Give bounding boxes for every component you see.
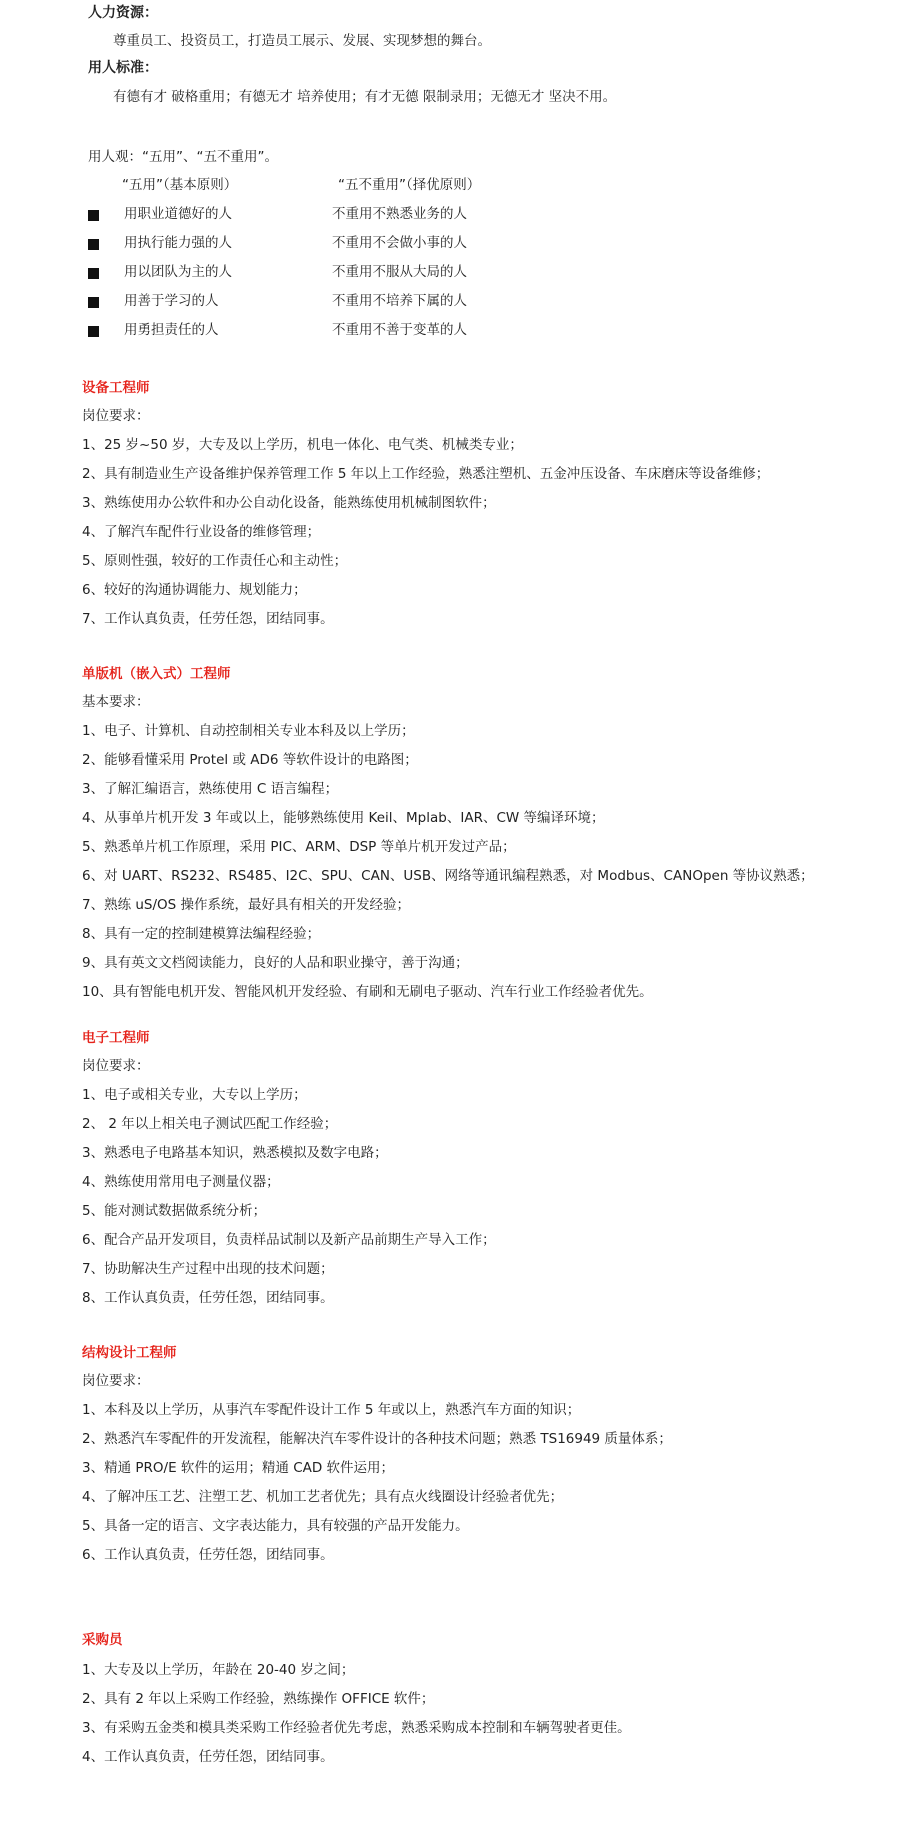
requirement-item: 9、具有英文文档阅读能力，良好的人品和职业操守，善于沟通；	[82, 955, 469, 971]
job-subtitle: 岗位要求：	[82, 1373, 150, 1389]
requirement-item: 4、工作认真负责，任劳任怨，团结同事。	[82, 1749, 334, 1765]
requirement-item: 5、熟悉单片机工作原理，采用 PIC、ARM、DSP 等单片机开发过产品；	[82, 839, 516, 855]
bullet-square-icon	[88, 210, 99, 221]
requirement-item: 6、对 UART、RS232、RS485、I2C、SPU、CAN、USB、网络等通讯编程熟悉，对 Modbus、CANOpen 等协议熟悉；	[82, 868, 814, 884]
bullet-square-icon	[88, 239, 99, 250]
requirement-item: 5、能对测试数据做系统分析；	[82, 1203, 267, 1219]
requirement-item: 6、配合产品开发项目，负责样品试制以及新产品前期生产导入工作；	[82, 1232, 496, 1248]
hr-title: 人力资源：	[88, 5, 158, 21]
requirement-item: 3、了解汇编语言，熟练使用 C 语言编程；	[82, 781, 339, 797]
job-title: 采购员	[82, 1632, 123, 1648]
job-subtitle: 基本要求：	[82, 694, 150, 710]
principle-right: 不重用不会做小事的人	[332, 235, 467, 251]
bullet-square-icon	[88, 268, 99, 279]
principle-left: 用以团队为主的人	[124, 264, 232, 280]
job-title: 设备工程师	[82, 380, 150, 396]
principle-right: 不重用不培养下属的人	[332, 293, 467, 309]
requirement-item: 3、精通 PRO/E 软件的运用；精通 CAD 软件运用；	[82, 1460, 395, 1476]
principle-right: 不重用不熟悉业务的人	[332, 206, 467, 222]
requirement-item: 7、协助解决生产过程中出现的技术问题；	[82, 1261, 334, 1277]
requirement-item: 1、电子或相关专业，大专以上学历；	[82, 1087, 307, 1103]
requirement-item: 3、熟练使用办公软件和办公自动化设备，能熟练使用机械制图软件；	[82, 495, 496, 511]
view-title: 用人观：“五用”、“五不重用”。	[88, 149, 278, 165]
job-subtitle: 岗位要求：	[82, 1058, 150, 1074]
requirement-item: 5、具备一定的语言、文字表达能力，具有较强的产品开发能力。	[82, 1518, 469, 1534]
requirement-item: 7、工作认真负责，任劳任怨，团结同事。	[82, 611, 334, 627]
requirement-item: 2、具有 2 年以上采购工作经验，熟练操作 OFFICE 软件；	[82, 1691, 435, 1707]
requirement-item: 4、了解冲压工艺、注塑工艺、机加工艺者优先；具有点火线圈设计经验者优先；	[82, 1489, 564, 1505]
job-title: 电子工程师	[82, 1030, 150, 1046]
requirement-item: 7、熟练 uS/OS 操作系统，最好具有相关的开发经验；	[82, 897, 411, 913]
requirement-item: 4、了解汽车配件行业设备的维修管理；	[82, 524, 321, 540]
hr-description: 尊重员工、投资员工，打造员工展示、发展、实现梦想的舞台。	[113, 33, 491, 49]
principle-right: 不重用不服从大局的人	[332, 264, 467, 280]
requirement-item: 2、熟悉汽车零配件的开发流程，能解决汽车零件设计的各种技术问题；熟悉 TS16949 质量体系；	[82, 1431, 672, 1447]
requirement-item: 3、有采购五金类和模具类采购工作经验者优先考虑，熟悉采购成本控制和车辆驾驶者更佳。	[82, 1720, 631, 1736]
column-header-right: “五不重用”（择优原则）	[338, 177, 481, 193]
requirement-item: 2、 2 年以上相关电子测试匹配工作经验；	[82, 1116, 338, 1132]
principle-left: 用勇担责任的人	[124, 322, 219, 338]
requirement-item: 6、较好的沟通协调能力、规划能力；	[82, 582, 307, 598]
principle-right: 不重用不善于变革的人	[332, 322, 467, 338]
requirement-item: 10、具有智能电机开发、智能风机开发经验、有刷和无刷电子驱动、汽车行业工作经验者优先。	[82, 984, 653, 1000]
principle-left: 用职业道德好的人	[124, 206, 232, 222]
requirement-item: 6、工作认真负责，任劳任怨，团结同事。	[82, 1547, 334, 1563]
requirement-item: 8、工作认真负责，任劳任怨，团结同事。	[82, 1290, 334, 1306]
requirement-item: 1、25 岁~50 岁，大专及以上学历，机电一体化、电气类、机械类专业；	[82, 437, 523, 453]
requirement-item: 2、具有制造业生产设备维护保养管理工作 5 年以上工作经验，熟悉注塑机、五金冲压设备、车床磨床等设备维修；	[82, 466, 770, 482]
requirement-item: 1、电子、计算机、自动控制相关专业本科及以上学历；	[82, 723, 415, 739]
requirement-item: 1、本科及以上学历，从事汽车零配件设计工作 5 年或以上，熟悉汽车方面的知识；	[82, 1402, 581, 1418]
standard-description: 有德有才 破格重用；有德无才 培养使用；有才无德 限制录用；无德无才 坚决不用。	[113, 89, 617, 105]
bullet-square-icon	[88, 326, 99, 337]
requirement-item: 4、从事单片机开发 3 年或以上，能够熟练使用 Keil、Mplab、IAR、CW 等编译环境；	[82, 810, 605, 826]
job-title: 结构设计工程师	[82, 1345, 177, 1361]
requirement-item: 4、熟练使用常用电子测量仪器；	[82, 1174, 280, 1190]
principle-left: 用善于学习的人	[124, 293, 219, 309]
bullet-square-icon	[88, 297, 99, 308]
requirement-item: 1、大专及以上学历，年龄在 20-40 岁之间；	[82, 1662, 355, 1678]
standard-title: 用人标准：	[88, 60, 158, 76]
requirement-item: 8、具有一定的控制建模算法编程经验；	[82, 926, 321, 942]
requirement-item: 3、熟悉电子电路基本知识，熟悉模拟及数字电路；	[82, 1145, 388, 1161]
requirement-item: 2、能够看懂采用 Protel 或 AD6 等软件设计的电路图；	[82, 752, 418, 768]
principle-left: 用执行能力强的人	[124, 235, 232, 251]
job-title: 单版机（嵌入式）工程师	[82, 666, 231, 682]
job-subtitle: 岗位要求：	[82, 408, 150, 424]
column-header-left: “五用”（基本原则）	[122, 177, 238, 193]
requirement-item: 5、原则性强，较好的工作责任心和主动性；	[82, 553, 348, 569]
